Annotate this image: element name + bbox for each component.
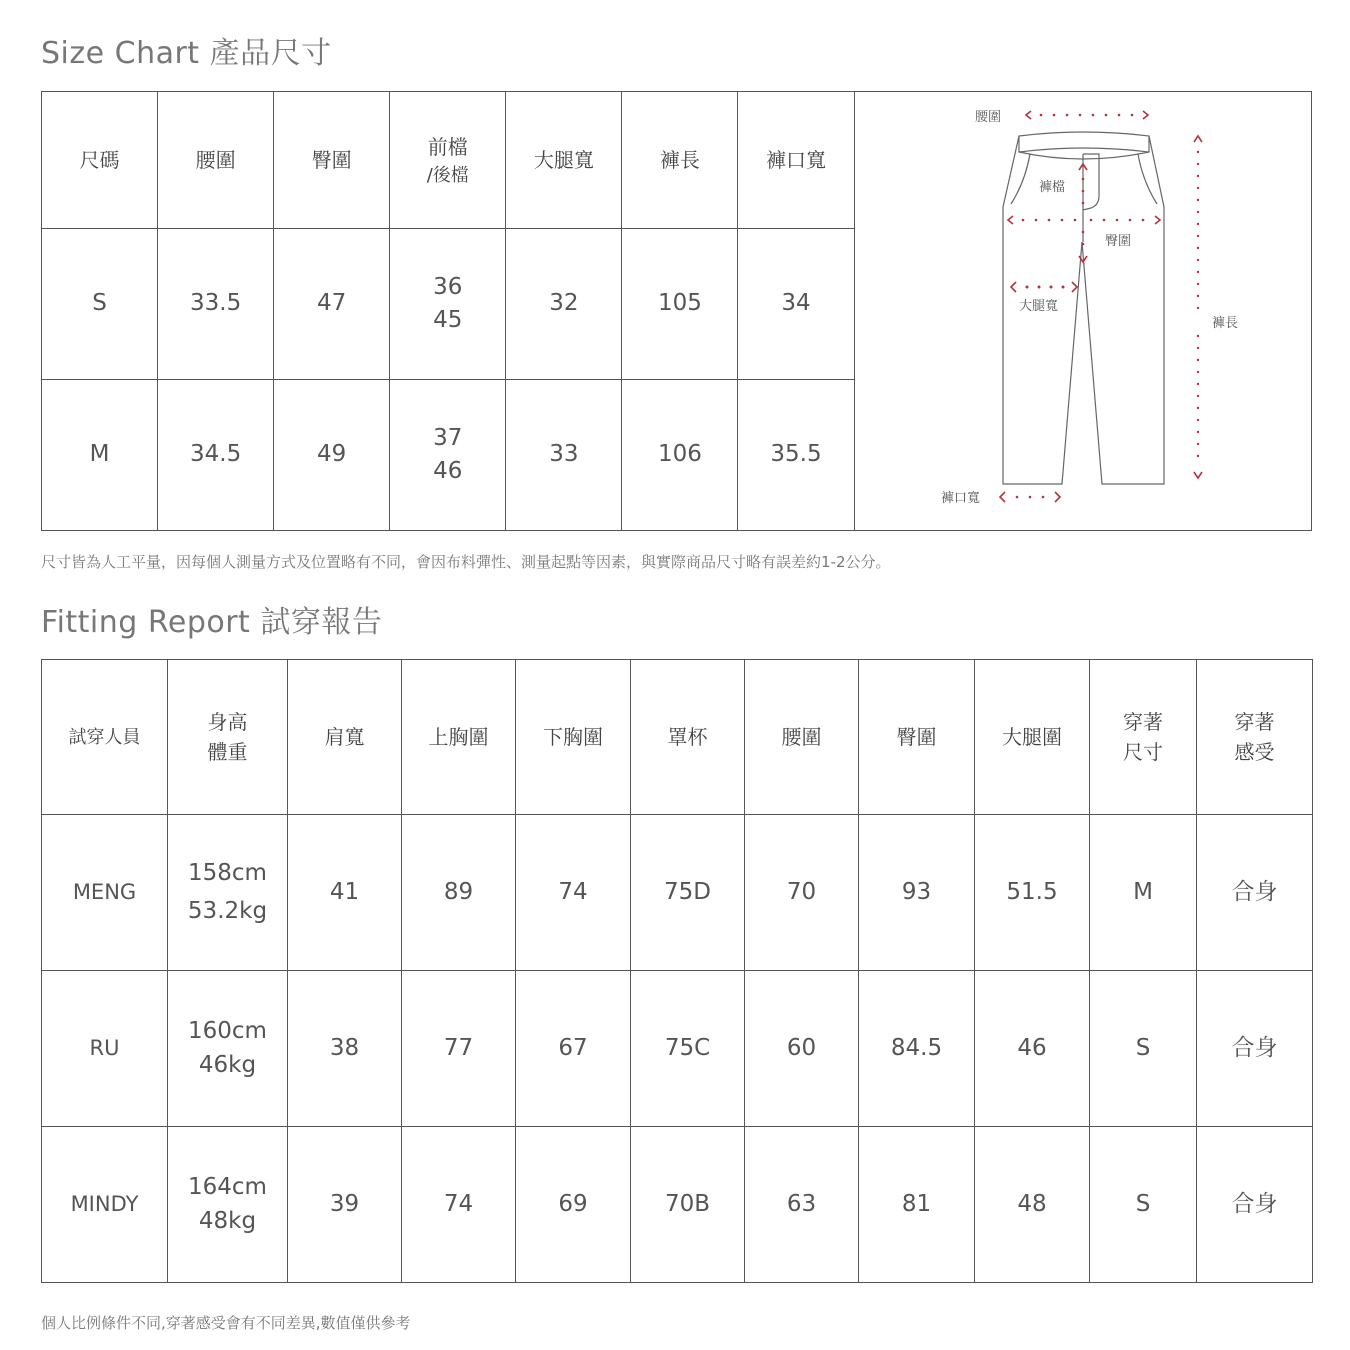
cell-height-weight bbox=[168, 815, 288, 971]
fit-row-mindy bbox=[42, 1127, 1313, 1283]
cell-size: M bbox=[42, 380, 158, 531]
header-upper-chest: 上胸圍 bbox=[402, 660, 516, 815]
cell-height-weight bbox=[168, 971, 288, 1127]
cell-upper-chest: 77 bbox=[402, 971, 516, 1127]
cell-rise bbox=[390, 229, 506, 380]
fit-row-ru bbox=[42, 971, 1313, 1127]
header-wear-feeling-line2: 感受 bbox=[1234, 740, 1275, 764]
cell-waist: 33.5 bbox=[158, 229, 274, 380]
cell-rise bbox=[390, 380, 506, 531]
cell-wear-size: S bbox=[1090, 1127, 1197, 1283]
header-hip: 臀圍 bbox=[274, 92, 390, 229]
cell-name: MENG bbox=[42, 815, 168, 971]
header-thigh: 大腿圍 bbox=[975, 660, 1090, 815]
cell-cup: 70B bbox=[631, 1127, 745, 1283]
header-hem: 褲口寬 bbox=[738, 92, 854, 229]
size-chart-table bbox=[41, 91, 1312, 531]
header-wear-feeling bbox=[1197, 660, 1313, 815]
cell-cup: 75D bbox=[631, 815, 745, 971]
size-chart-title: Size Chart 產品尺寸 bbox=[41, 36, 332, 71]
cell-wear-size: M bbox=[1090, 815, 1197, 971]
cell-under-chest: 69 bbox=[516, 1127, 631, 1283]
cell-hip: 47 bbox=[274, 229, 390, 380]
cell-wear-size: S bbox=[1090, 971, 1197, 1127]
cell-waist: 63 bbox=[745, 1127, 859, 1283]
header-size: 尺碼 bbox=[42, 92, 158, 229]
cell-rise-back: 45 bbox=[433, 307, 463, 333]
length-dots bbox=[1196, 151, 1198, 457]
cell-thigh: 48 bbox=[975, 1127, 1090, 1283]
fitting-report-title: Fitting Report 試穿報告 bbox=[41, 605, 383, 640]
cell-hip: 49 bbox=[274, 380, 390, 531]
cell-hem: 35.5 bbox=[738, 380, 854, 531]
cell-rise-back: 46 bbox=[433, 458, 463, 484]
header-wear-size-line2: 尺寸 bbox=[1123, 740, 1163, 764]
pants-diagram bbox=[854, 92, 1311, 531]
header-length: 褲長 bbox=[622, 92, 738, 229]
label-hip: 臀圍 bbox=[1104, 234, 1131, 249]
header-rise bbox=[390, 92, 506, 229]
size-chart-note: 尺寸皆為人工平量，因每個人測量方式及位置略有不同，會因布料彈性、測量起點等因素，與實際商品尺寸略有誤差約1-2公分。 bbox=[41, 553, 891, 571]
cell-name: MINDY bbox=[42, 1127, 168, 1283]
cell-thigh: 33 bbox=[506, 380, 622, 531]
size-header-row bbox=[42, 92, 1312, 229]
pants-diagram-svg bbox=[855, 92, 1310, 530]
header-wear-size-line1: 穿著 bbox=[1123, 710, 1163, 734]
cell-shoulder: 41 bbox=[288, 815, 402, 971]
cell-under-chest: 67 bbox=[516, 971, 631, 1127]
cell-height-weight bbox=[168, 1127, 288, 1283]
header-shoulder: 肩寬 bbox=[288, 660, 402, 815]
cell-height: 158cm bbox=[188, 859, 267, 886]
cell-rise-front: 37 bbox=[433, 424, 463, 451]
cell-waist: 34.5 bbox=[158, 380, 274, 531]
cell-size: S bbox=[42, 229, 158, 380]
header-waist: 腰圍 bbox=[158, 92, 274, 229]
cell-length: 106 bbox=[622, 380, 738, 531]
header-thigh: 大腿寬 bbox=[506, 92, 622, 229]
header-rise-back: /後檔 bbox=[426, 164, 469, 186]
cell-shoulder: 39 bbox=[288, 1127, 402, 1283]
header-height-weight bbox=[168, 660, 288, 815]
header-wear-feeling-line1: 穿著 bbox=[1234, 710, 1275, 734]
header-cup: 罩杯 bbox=[631, 660, 745, 815]
cell-length: 105 bbox=[622, 229, 738, 380]
cell-waist: 70 bbox=[745, 815, 859, 971]
cell-weight: 46kg bbox=[198, 1051, 257, 1078]
cell-upper-chest: 74 bbox=[402, 1127, 516, 1283]
label-waist: 腰圍 bbox=[974, 110, 1001, 125]
label-length: 褲長 bbox=[1211, 316, 1238, 331]
cell-wear-feeling: 合身 bbox=[1197, 1127, 1313, 1283]
cell-thigh: 46 bbox=[975, 971, 1090, 1127]
label-hem: 褲口寬 bbox=[940, 491, 980, 506]
cell-hip: 84.5 bbox=[859, 971, 975, 1127]
header-weight: 體重 bbox=[207, 740, 248, 764]
header-under-chest: 下胸圍 bbox=[516, 660, 631, 815]
cell-waist: 60 bbox=[745, 971, 859, 1127]
cell-weight: 53.2kg bbox=[187, 897, 268, 924]
cell-rise-front: 36 bbox=[433, 273, 463, 300]
cell-thigh: 32 bbox=[506, 229, 622, 380]
header-tester: 試穿人員 bbox=[42, 660, 168, 815]
header-height: 身高 bbox=[207, 710, 248, 734]
cell-wear-feeling: 合身 bbox=[1197, 815, 1313, 971]
cell-shoulder: 38 bbox=[288, 971, 402, 1127]
header-waist: 腰圍 bbox=[745, 660, 859, 815]
cell-weight: 48kg bbox=[198, 1207, 257, 1234]
header-hip: 臀圍 bbox=[859, 660, 975, 815]
fit-header-row bbox=[42, 660, 1313, 815]
cell-height: 160cm bbox=[188, 1018, 267, 1045]
cell-under-chest: 74 bbox=[516, 815, 631, 971]
header-wear-size bbox=[1090, 660, 1197, 815]
cell-hem: 34 bbox=[738, 229, 854, 380]
cell-thigh: 51.5 bbox=[975, 815, 1090, 971]
fitting-report-table bbox=[41, 659, 1313, 1283]
cell-upper-chest: 89 bbox=[402, 815, 516, 971]
label-rise: 褲檔 bbox=[1038, 180, 1065, 195]
cell-wear-feeling: 合身 bbox=[1197, 971, 1313, 1127]
cell-hip: 93 bbox=[859, 815, 975, 971]
fitting-report-note: 個人比例條件不同,穿著感受會有不同差異,數值僅供參考 bbox=[41, 1314, 411, 1332]
cell-height: 164cm bbox=[188, 1174, 267, 1201]
cell-hip: 81 bbox=[859, 1127, 975, 1283]
fit-row-meng bbox=[42, 815, 1313, 971]
label-thigh: 大腿寬 bbox=[1018, 299, 1058, 314]
cell-name: RU bbox=[42, 971, 168, 1127]
header-rise-front: 前檔 bbox=[427, 134, 468, 159]
cell-cup: 75C bbox=[631, 971, 745, 1127]
